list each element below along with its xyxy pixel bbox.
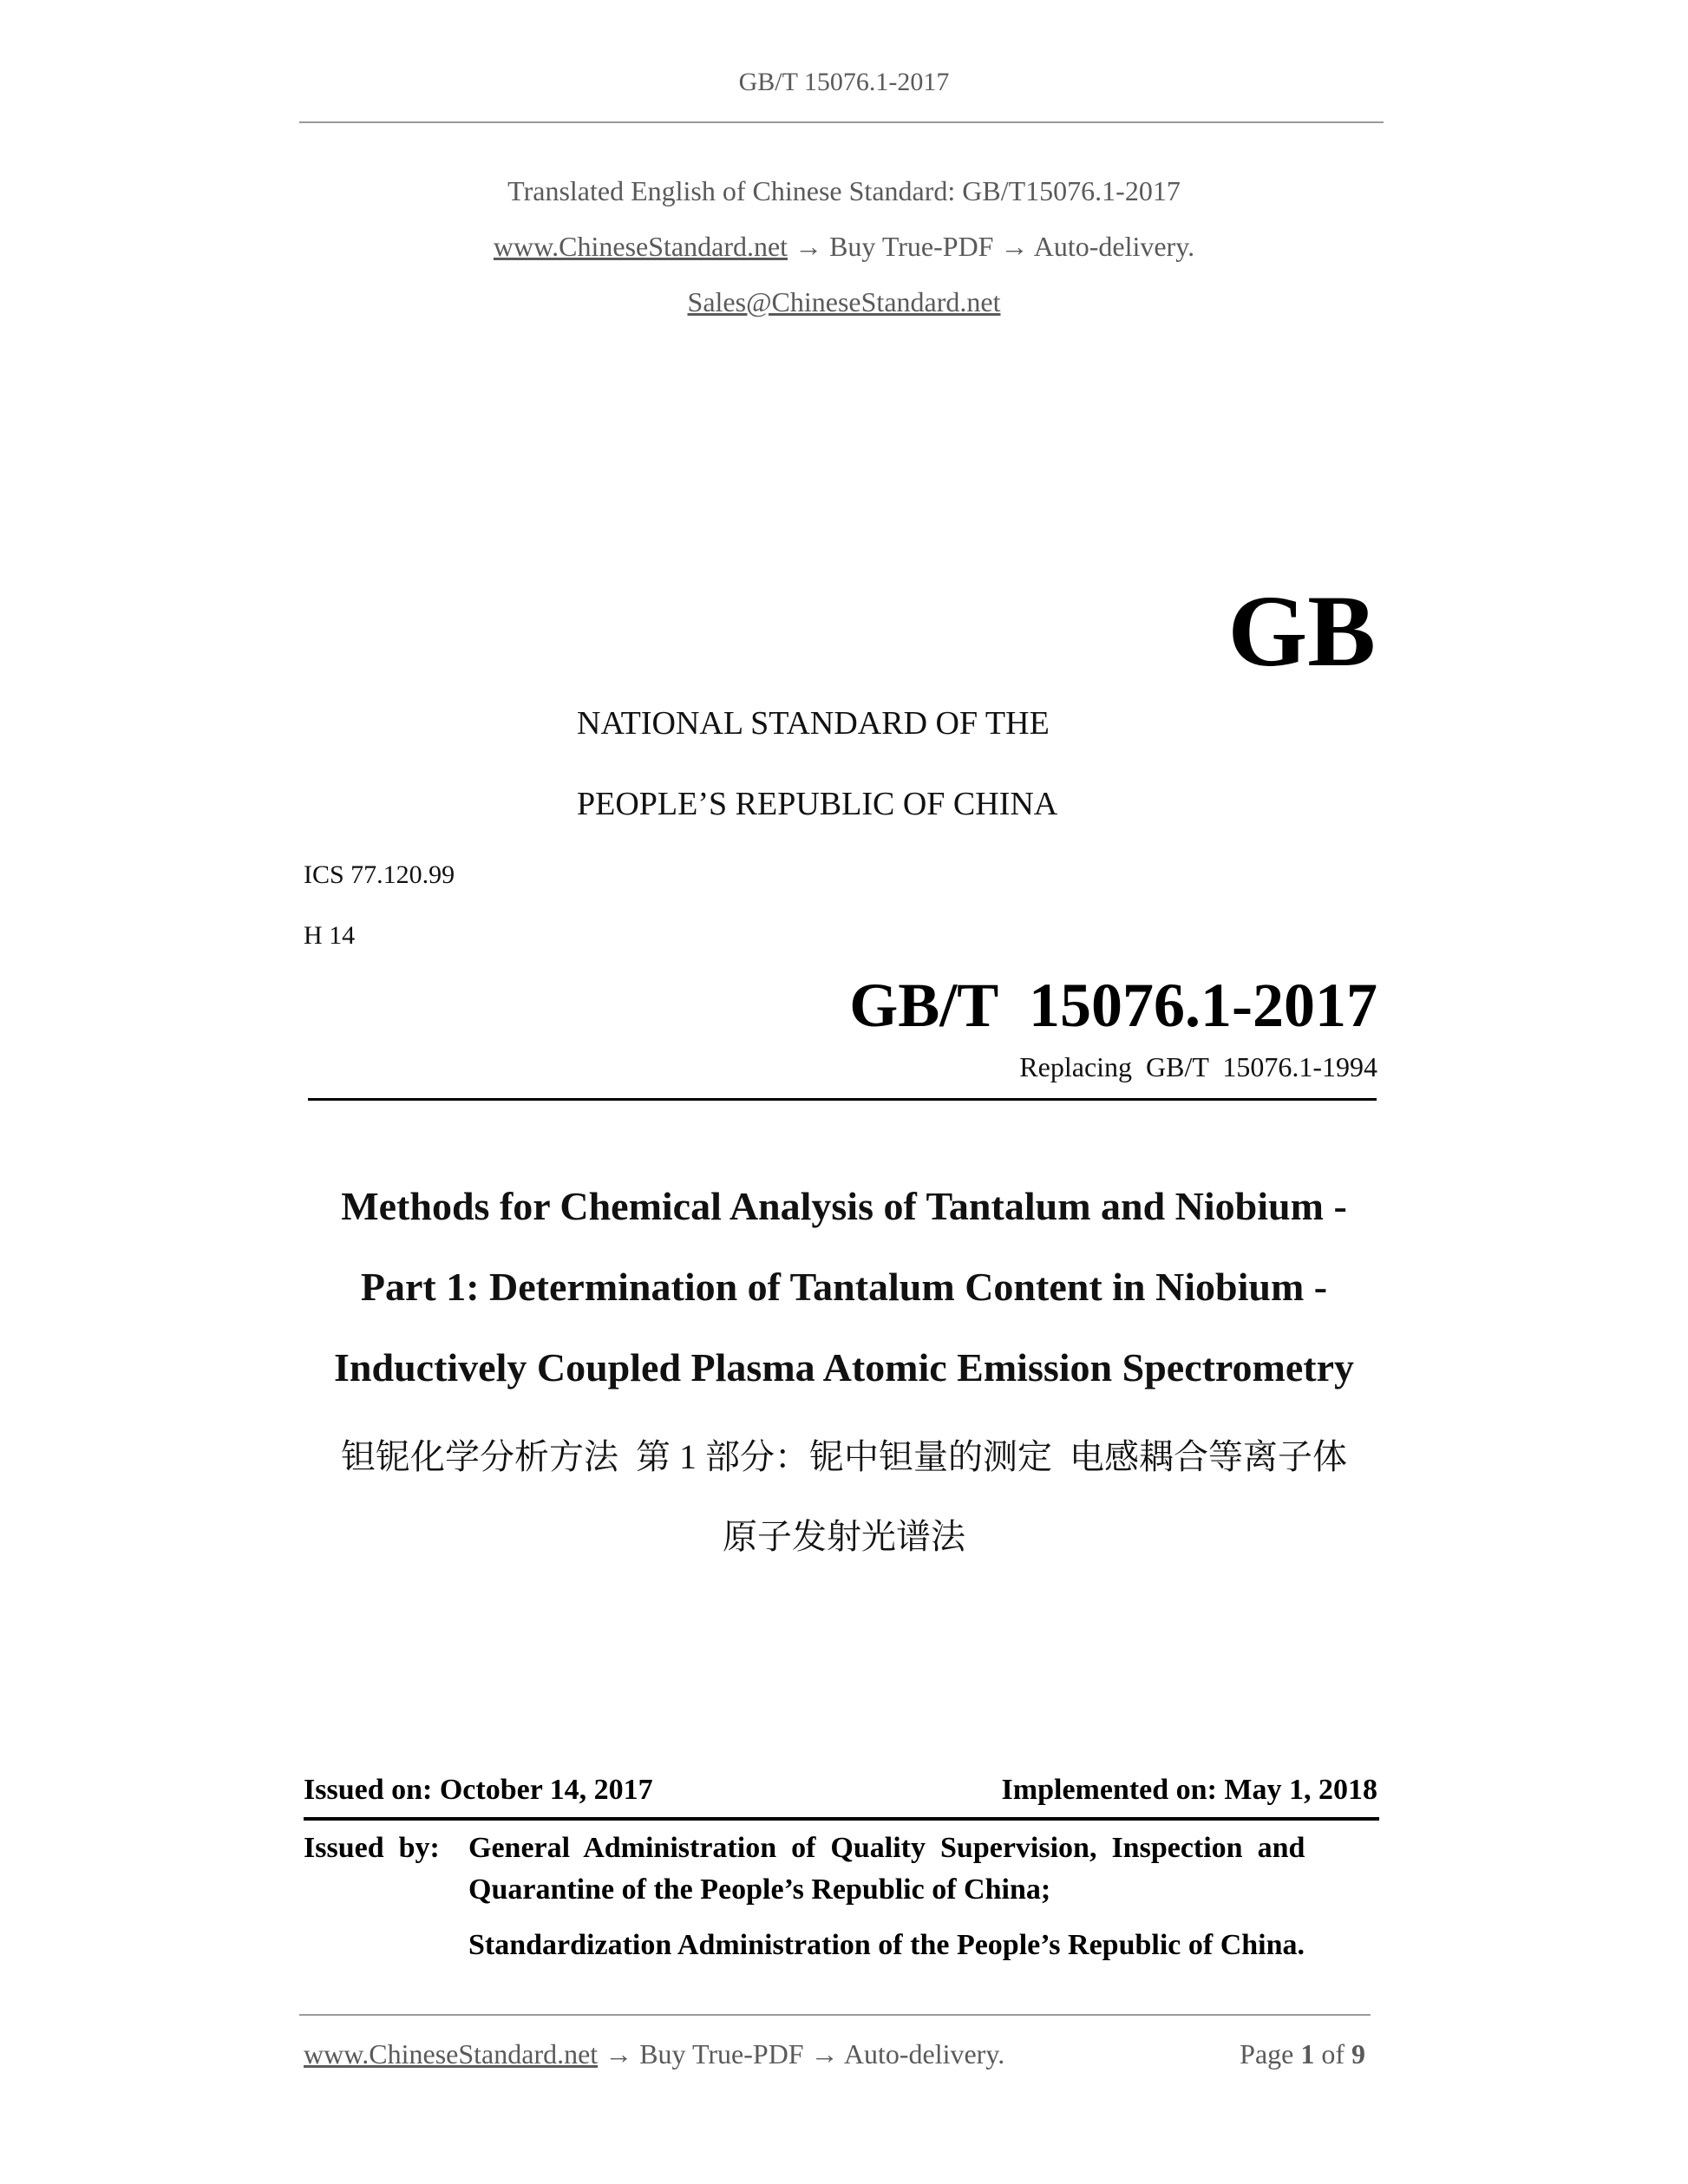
issuer-line1: General Administration of Quality Supervision, Inspection and xyxy=(468,1832,1305,1864)
header-site-link[interactable]: www.ChineseStandard.net xyxy=(493,231,788,262)
issued-date: Issued on: October 14, 2017 xyxy=(304,1774,653,1806)
replacing-code: Replacing GB/T 15076.1-1994 xyxy=(1019,1051,1377,1082)
title-zh-line2: 原子发射光谱法 xyxy=(723,1517,965,1556)
gb-mark: GB xyxy=(1227,574,1376,688)
header-purchase-line xyxy=(0,231,1688,263)
footer-site-tail: → Buy True-PDF → Auto-delivery. xyxy=(605,2038,1005,2070)
running-header-title: GB/T 15076.1-2017 xyxy=(738,68,950,96)
page-label: Page xyxy=(1240,2038,1294,2070)
code-divider xyxy=(308,1098,1377,1101)
page-total: 9 xyxy=(1351,2038,1365,2070)
ics-code: ICS 77.120.99 xyxy=(304,860,455,889)
national-standard-line2: PEOPLE’S REPUBLIC OF CHINA xyxy=(577,786,1058,822)
title-zh-line1: 钽铌化学分析方法 第 1 部分：铌中钽量的测定 电感耦合等离子体 xyxy=(341,1437,1347,1476)
issuer-label: Issued by: xyxy=(304,1832,440,1864)
sales-email-line xyxy=(0,286,1688,318)
page-number: 1 xyxy=(1300,2038,1315,2070)
ccs-code: H 14 xyxy=(304,921,356,950)
implemented-date: Implemented on: May 1, 2018 xyxy=(1001,1774,1377,1806)
dates-divider xyxy=(304,1817,1379,1821)
header-site-tail: → Buy True-PDF → Auto-delivery. xyxy=(795,231,1195,262)
footer-divider xyxy=(299,2014,1371,2016)
header-divider xyxy=(299,121,1384,123)
footer-purchase-line xyxy=(304,2038,1004,2070)
translated-notice: Translated English of Chinese Standard: GB/T15076.1-2017 xyxy=(507,175,1181,206)
title-en-line1: Methods for Chemical Analysis of Tantalum and Niobium - xyxy=(341,1184,1347,1228)
of-label: of xyxy=(1321,2038,1345,2070)
title-en-line2: Part 1: Determination of Tantalum Content in Niobium - xyxy=(360,1265,1328,1309)
issuer-line2: Quarantine of the People’s Republic of China; xyxy=(468,1873,1051,1906)
sales-email-link[interactable]: Sales@ChineseStandard.net xyxy=(687,286,1001,317)
footer-site-link[interactable]: www.ChineseStandard.net xyxy=(304,2038,599,2070)
standard-code: GB/T 15076.1-2017 xyxy=(849,971,1377,1040)
title-en-line3: Inductively Coupled Plasma Atomic Emission Spectrometry xyxy=(334,1345,1354,1390)
national-standard-line1: NATIONAL STANDARD OF THE xyxy=(577,705,1050,742)
issuer-line3: Standardization Administration of the People’s Republic of China. xyxy=(468,1929,1305,1961)
page-indicator xyxy=(1240,2038,1365,2070)
